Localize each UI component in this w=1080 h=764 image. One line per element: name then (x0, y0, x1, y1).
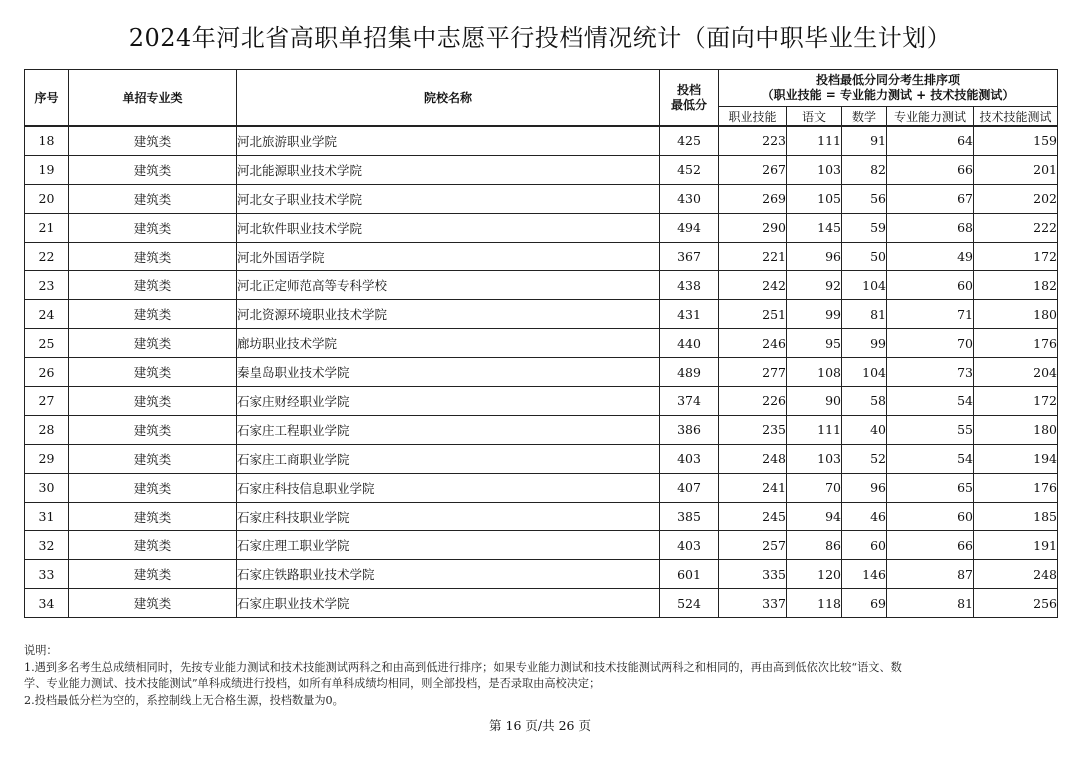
cell-skill: 235 (719, 415, 787, 444)
cell-min-score: 385 (660, 502, 719, 531)
table-row (25, 329, 1058, 358)
cell-tech-test: 202 (974, 184, 1058, 213)
cell-math: 58 (842, 387, 887, 416)
table-row (25, 213, 1058, 242)
cell-math: 104 (842, 358, 887, 387)
cell-min-score: 407 (660, 473, 719, 502)
cell-min-score: 489 (660, 358, 719, 387)
cell-skill: 290 (719, 213, 787, 242)
cell-prof-test: 64 (887, 126, 974, 155)
cell-prof-test: 66 (887, 155, 974, 184)
cell-chinese: 96 (787, 242, 842, 271)
table-row (25, 415, 1058, 444)
cell-math: 46 (842, 502, 887, 531)
table-row (25, 444, 1058, 473)
cell-skill: 248 (719, 444, 787, 473)
cell-school: 河北资源环境职业技术学院 (237, 300, 660, 329)
cell-prof-test: 71 (887, 300, 974, 329)
cell-math: 104 (842, 271, 887, 300)
cell-math: 99 (842, 329, 887, 358)
cell-category: 建筑类 (69, 502, 237, 531)
cell-school: 石家庄工程职业学院 (237, 415, 660, 444)
cell-math: 52 (842, 444, 887, 473)
cell-seq: 32 (25, 531, 69, 560)
cell-school: 河北女子职业技术学院 (237, 184, 660, 213)
cell-category: 建筑类 (69, 531, 237, 560)
header-min-score (660, 70, 719, 127)
cell-min-score: 524 (660, 589, 719, 618)
cell-prof-test: 67 (887, 184, 974, 213)
cell-min-score: 431 (660, 300, 719, 329)
cell-chinese: 111 (787, 415, 842, 444)
cell-skill: 226 (719, 387, 787, 416)
table-row (25, 358, 1058, 387)
header-min-score-line1: 投档 (676, 82, 701, 97)
cell-school: 秦皇岛职业技术学院 (237, 358, 660, 387)
cell-chinese: 92 (787, 271, 842, 300)
cell-tech-test: 180 (974, 300, 1058, 329)
table-row (25, 126, 1058, 155)
cell-skill: 251 (719, 300, 787, 329)
cell-chinese: 103 (787, 155, 842, 184)
cell-skill: 277 (719, 358, 787, 387)
cell-school: 石家庄铁路职业技术学院 (237, 560, 660, 589)
cell-school: 河北旅游职业学院 (237, 126, 660, 155)
header-min-score-line2: 最低分 (670, 97, 707, 112)
cell-prof-test: 66 (887, 531, 974, 560)
cell-prof-test: 81 (887, 589, 974, 618)
cell-category: 建筑类 (69, 589, 237, 618)
table-row (25, 502, 1058, 531)
cell-category: 建筑类 (69, 329, 237, 358)
cell-chinese: 94 (787, 502, 842, 531)
cell-category: 建筑类 (69, 271, 237, 300)
cell-seq: 20 (25, 184, 69, 213)
cell-skill: 269 (719, 184, 787, 213)
cell-seq: 22 (25, 242, 69, 271)
cell-math: 96 (842, 473, 887, 502)
cell-prof-test: 54 (887, 387, 974, 416)
header-math: 数学 (842, 107, 887, 127)
cell-chinese: 70 (787, 473, 842, 502)
cell-prof-test: 87 (887, 560, 974, 589)
cell-tech-test: 256 (974, 589, 1058, 618)
cell-math: 146 (842, 560, 887, 589)
cell-tech-test: 194 (974, 444, 1058, 473)
cell-seq: 23 (25, 271, 69, 300)
cell-tech-test: 248 (974, 560, 1058, 589)
cell-math: 91 (842, 126, 887, 155)
cell-category: 建筑类 (69, 300, 237, 329)
notes-line-3: 2.投档最低分栏为空的，系控制线上无合格生源，投档数量为0。 (24, 693, 344, 707)
cell-category: 建筑类 (69, 444, 237, 473)
cell-min-score: 386 (660, 415, 719, 444)
cell-tech-test: 180 (974, 415, 1058, 444)
cell-seq: 29 (25, 444, 69, 473)
header-skill: 职业技能 (719, 107, 787, 127)
cell-chinese: 103 (787, 444, 842, 473)
cell-min-score: 403 (660, 444, 719, 473)
header-ranking-line1: 投档最低分同分考生排序项 (815, 73, 960, 87)
cell-prof-test: 60 (887, 502, 974, 531)
cell-category: 建筑类 (69, 184, 237, 213)
cell-seq: 28 (25, 415, 69, 444)
notes-line-2: 学、专业能力测试、技术技能测试”单科成绩进行投档，如所有单科成绩均相同，则全部投档，是否录取由高校决定； (24, 677, 601, 690)
cell-prof-test: 60 (887, 271, 974, 300)
cell-chinese: 90 (787, 387, 842, 416)
cell-chinese: 105 (787, 184, 842, 213)
cell-category: 建筑类 (69, 242, 237, 271)
cell-tech-test: 176 (974, 329, 1058, 358)
table-row (25, 531, 1058, 560)
cell-skill: 337 (719, 589, 787, 618)
header-prof-test: 专业能力测试 (887, 107, 974, 127)
cell-min-score: 438 (660, 271, 719, 300)
table-row (25, 242, 1058, 271)
cell-school: 河北软件职业技术学院 (237, 213, 660, 242)
cell-min-score: 425 (660, 126, 719, 155)
page-number: 第 16 页/共 26 页 (489, 718, 591, 733)
table-row (25, 184, 1058, 213)
cell-seq: 18 (25, 126, 69, 155)
cell-math: 82 (842, 155, 887, 184)
cell-math: 60 (842, 531, 887, 560)
notes-line-1: 1.遇到多名考生总成绩相同时，先按专业能力测试和技术技能测试两科之和由高到低进行排序；如果专业能力测试和技术技能测试两科之和相同的，再由高到低依次比较“语文、数 (24, 660, 902, 674)
header-ranking-line2: （职业技能 = 专业能力测试 + 技术技能测试） (761, 88, 1015, 102)
cell-skill: 246 (719, 329, 787, 358)
cell-skill: 245 (719, 502, 787, 531)
table-row (25, 300, 1058, 329)
cell-seq: 27 (25, 387, 69, 416)
cell-skill: 335 (719, 560, 787, 589)
page-title: 2024年河北省高职单招集中志愿平行投档情况统计（面向中职毕业生计划） (128, 24, 952, 52)
cell-chinese: 99 (787, 300, 842, 329)
cell-skill: 241 (719, 473, 787, 502)
cell-prof-test: 68 (887, 213, 974, 242)
cell-category: 建筑类 (69, 213, 237, 242)
cell-math: 59 (842, 213, 887, 242)
cell-category: 建筑类 (69, 358, 237, 387)
cell-category: 建筑类 (69, 387, 237, 416)
cell-math: 81 (842, 300, 887, 329)
cell-tech-test: 172 (974, 387, 1058, 416)
notes (24, 643, 1064, 709)
cell-chinese: 86 (787, 531, 842, 560)
cell-min-score: 452 (660, 155, 719, 184)
cell-prof-test: 54 (887, 444, 974, 473)
cell-seq: 30 (25, 473, 69, 502)
notes-heading: 说明： (24, 644, 58, 657)
admission-table (24, 69, 1058, 618)
table-row (25, 560, 1058, 589)
table-header (25, 70, 1058, 127)
cell-skill: 242 (719, 271, 787, 300)
cell-skill: 223 (719, 126, 787, 155)
cell-seq: 34 (25, 589, 69, 618)
cell-tech-test: 222 (974, 213, 1058, 242)
header-school: 院校名称 (237, 70, 660, 127)
cell-seq: 31 (25, 502, 69, 531)
cell-prof-test: 73 (887, 358, 974, 387)
cell-chinese: 120 (787, 560, 842, 589)
cell-category: 建筑类 (69, 415, 237, 444)
cell-school: 廊坊职业技术学院 (237, 329, 660, 358)
cell-min-score: 403 (660, 531, 719, 560)
cell-chinese: 118 (787, 589, 842, 618)
cell-school: 河北外国语学院 (237, 242, 660, 271)
cell-tech-test: 159 (974, 126, 1058, 155)
cell-prof-test: 49 (887, 242, 974, 271)
cell-category: 建筑类 (69, 155, 237, 184)
cell-seq: 19 (25, 155, 69, 184)
cell-skill: 257 (719, 531, 787, 560)
cell-school: 河北正定师范高等专科学校 (237, 271, 660, 300)
cell-math: 50 (842, 242, 887, 271)
cell-skill: 221 (719, 242, 787, 271)
cell-school: 石家庄理工职业学院 (237, 531, 660, 560)
cell-min-score: 440 (660, 329, 719, 358)
table-row (25, 271, 1058, 300)
cell-tech-test: 182 (974, 271, 1058, 300)
table-row (25, 473, 1058, 502)
cell-min-score: 430 (660, 184, 719, 213)
cell-seq: 24 (25, 300, 69, 329)
cell-math: 56 (842, 184, 887, 213)
cell-school: 石家庄科技职业学院 (237, 502, 660, 531)
cell-min-score: 367 (660, 242, 719, 271)
header-category: 单招专业类 (69, 70, 237, 127)
header-seq: 序号 (25, 70, 69, 127)
table-row (25, 155, 1058, 184)
cell-seq: 25 (25, 329, 69, 358)
cell-school: 石家庄工商职业学院 (237, 444, 660, 473)
cell-tech-test: 172 (974, 242, 1058, 271)
cell-category: 建筑类 (69, 126, 237, 155)
cell-chinese: 145 (787, 213, 842, 242)
cell-seq: 26 (25, 358, 69, 387)
cell-tech-test: 204 (974, 358, 1058, 387)
cell-category: 建筑类 (69, 473, 237, 502)
cell-category: 建筑类 (69, 560, 237, 589)
cell-min-score: 494 (660, 213, 719, 242)
cell-tech-test: 191 (974, 531, 1058, 560)
cell-seq: 21 (25, 213, 69, 242)
cell-skill: 267 (719, 155, 787, 184)
cell-chinese: 111 (787, 126, 842, 155)
cell-math: 40 (842, 415, 887, 444)
header-ranking (719, 70, 1058, 107)
cell-school: 石家庄财经职业学院 (237, 387, 660, 416)
cell-tech-test: 176 (974, 473, 1058, 502)
header-chinese: 语文 (787, 107, 842, 127)
cell-chinese: 108 (787, 358, 842, 387)
cell-prof-test: 55 (887, 415, 974, 444)
table-row (25, 589, 1058, 618)
cell-chinese: 95 (787, 329, 842, 358)
cell-prof-test: 70 (887, 329, 974, 358)
cell-school: 石家庄科技信息职业学院 (237, 473, 660, 502)
cell-school: 河北能源职业技术学院 (237, 155, 660, 184)
table-row (25, 387, 1058, 416)
cell-min-score: 601 (660, 560, 719, 589)
cell-tech-test: 185 (974, 502, 1058, 531)
cell-school: 石家庄职业技术学院 (237, 589, 660, 618)
header-tech-test: 技术技能测试 (974, 107, 1058, 127)
cell-prof-test: 65 (887, 473, 974, 502)
cell-math: 69 (842, 589, 887, 618)
table-body (25, 126, 1058, 618)
cell-tech-test: 201 (974, 155, 1058, 184)
cell-min-score: 374 (660, 387, 719, 416)
cell-seq: 33 (25, 560, 69, 589)
